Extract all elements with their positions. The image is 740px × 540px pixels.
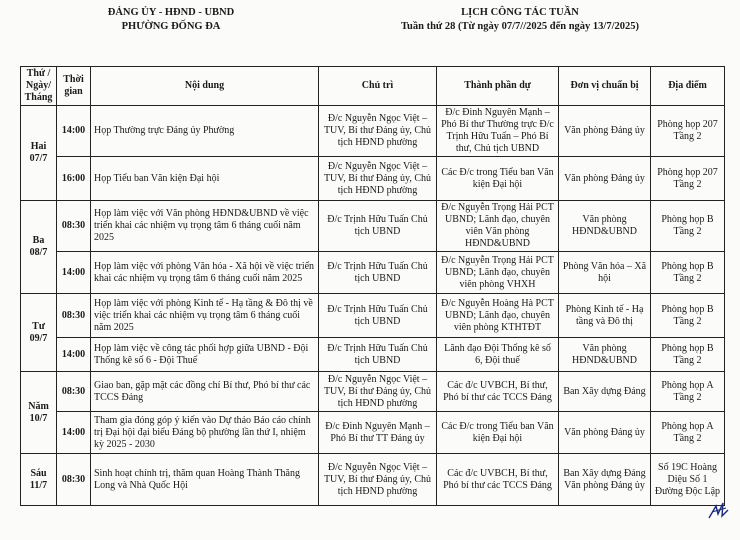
time-cell: 08:30 [57, 372, 91, 412]
chair-cell: Đ/c Trịnh Hữu Tuấn Chủ tịch UBND [319, 252, 437, 294]
attendees-cell: Đ/c Nguyễn Trọng Hải PCT UBND; Lãnh đạo, chuyên viên phòng VHXH [437, 252, 559, 294]
content-cell: Sinh hoạt chính trị, thăm quan Hoàng Thành Thăng Long và Nhà Quốc Hội [91, 454, 319, 506]
prepared-by-cell: Văn phòng Đảng ủy [559, 106, 651, 157]
prepared-by-cell: Văn phòng HĐND&UBND [559, 338, 651, 372]
document-title: LỊCH CÔNG TÁC TUẦN [461, 7, 579, 18]
location-cell: Phòng họp B Tầng 2 [651, 294, 725, 338]
content-cell: Họp làm việc về công tác phối hợp giữa UBND - Đội Thống kê số 6 - Đội Thuế [91, 338, 319, 372]
table-row [21, 338, 725, 372]
prepared-by-cell: Phòng Kinh tế - Hạ tầng và Đô thị [559, 294, 651, 338]
table-header-row [21, 67, 725, 106]
chair-cell: Đ/c Trịnh Hữu Tuấn Chủ tịch UBND [319, 294, 437, 338]
content-cell: Họp làm việc với phòng Kinh tế - Hạ tầng & Đô thị về việc triển khai các nhiệm vụ trọng tâm 6 tháng cuối năm 2025 [91, 294, 319, 338]
col-header-content: Nội dung [91, 67, 319, 106]
content-cell: Họp Tiểu ban Văn kiện Đại hội [91, 157, 319, 201]
col-header-chair: Chủ trì [319, 67, 437, 106]
chair-cell: Đ/c Nguyễn Ngọc Việt – TUV, Bí thư Đảng ủy, Chủ tịch HĐND phường [319, 157, 437, 201]
col-header-attendees: Thành phần dự [437, 67, 559, 106]
attendees-cell: Đ/c Nguyễn Trọng Hải PCT UBND; Lãnh đạo, chuyên viên Văn phòng HĐND&UBND [437, 201, 559, 252]
time-cell: 14:00 [57, 252, 91, 294]
table-row [21, 412, 725, 454]
chair-cell: Đ/c Trịnh Hữu Tuấn Chủ tịch UBND [319, 338, 437, 372]
chair-cell: Đ/c Nguyễn Ngọc Việt – TUV, Bí thư Đảng ủy, Chủ tịch HĐND phường [319, 372, 437, 412]
attendees-cell: Đ/c Nguyễn Hoàng Hà PCT UBND; Lãnh đạo, chuyên viên phòng KTHTĐT [437, 294, 559, 338]
time-cell: 16:00 [57, 157, 91, 201]
location-cell: Phòng họp 207 Tầng 2 [651, 106, 725, 157]
table-row [21, 106, 725, 157]
chair-cell: Đ/c Đinh Nguyên Mạnh – Phó Bí thư TT Đảng ủy [319, 412, 437, 454]
issuing-organization [66, 6, 276, 34]
location-cell: Phòng họp A Tầng 2 [651, 372, 725, 412]
attendees-cell: Các đ/c UVBCH, Bí thư, Phó bí thư các TCCS Đảng [437, 372, 559, 412]
time-cell: 14:00 [57, 412, 91, 454]
table-row [21, 454, 725, 506]
content-cell: Tham gia đóng góp ý kiến vào Dự thảo Báo cáo chính trị Đại hội đại biểu Đảng bộ phường lần thứ I, nhiệm kỳ 2025 - 2030 [91, 412, 319, 454]
day-cell: Ba 08/7 [21, 201, 57, 294]
day-cell: Sáu 11/7 [21, 454, 57, 506]
attendees-cell: Lãnh đạo Đội Thống kê số 6, Đội thuế [437, 338, 559, 372]
col-header-time: Thời gian [57, 67, 91, 106]
table-row [21, 252, 725, 294]
day-cell: Tư 09/7 [21, 294, 57, 372]
table-row [21, 157, 725, 201]
prepared-by-cell: Ban Xây dựng Đảng [559, 372, 651, 412]
prepared-by-cell: Văn phòng HĐND&UBND [559, 201, 651, 252]
location-cell: Phòng họp A Tầng 2 [651, 412, 725, 454]
time-cell: 08:30 [57, 294, 91, 338]
location-cell: Phòng họp B Tầng 2 [651, 338, 725, 372]
table-row [21, 201, 725, 252]
content-cell: Họp làm việc với Văn phòng HĐND&UBND về việc triển khai các nhiệm vụ trọng tâm 6 tháng cuối năm 2025 [91, 201, 319, 252]
location-cell: Phòng họp 207 Tầng 2 [651, 157, 725, 201]
time-cell: 14:00 [57, 338, 91, 372]
prepared-by-cell: Văn phòng Đảng ủy [559, 412, 651, 454]
location-cell: Phòng họp B Tầng 2 [651, 252, 725, 294]
attendees-cell: Các đ/c UVBCH, Bí thư, Phó bí thư các TCCS Đảng [437, 454, 559, 506]
attendees-cell: Các Đ/c trong Tiểu ban Văn kiện Đại hội [437, 157, 559, 201]
prepared-by-cell: Ban Xây dựng Đảng Văn phòng Đảng ủy [559, 454, 651, 506]
time-cell: 08:30 [57, 454, 91, 506]
col-header-prepared-by: Đơn vị chuẩn bị [559, 67, 651, 106]
signature-mark [706, 498, 730, 522]
chair-cell: Đ/c Nguyễn Ngọc Việt – TUV, Bí thư Đảng ủy, Chủ tịch HĐND phường [319, 106, 437, 157]
day-cell: Năm 10/7 [21, 372, 57, 454]
content-cell: Họp Thường trực Đảng ủy Phường [91, 106, 319, 157]
content-cell: Họp làm việc với phòng Văn hóa - Xã hội về việc triển khai các nhiệm vụ trọng tâm 6 tháng cuối năm 2025 [91, 252, 319, 294]
document-heading [340, 6, 700, 34]
chair-cell: Đ/c Nguyễn Ngọc Việt – TUV, Bí thư Đảng ủy, Chủ tịch HĐND phường [319, 454, 437, 506]
content-cell: Giao ban, gặp mặt các đồng chí Bí thư, Phó bí thư các TCCS Đảng [91, 372, 319, 412]
time-cell: 14:00 [57, 106, 91, 157]
attendees-cell: Các Đ/c trong Tiểu ban Văn kiện Đại hội [437, 412, 559, 454]
time-cell: 08:30 [57, 201, 91, 252]
chair-cell: Đ/c Trịnh Hữu Tuấn Chủ tịch UBND [319, 201, 437, 252]
prepared-by-cell: Phòng Văn hóa – Xã hội [559, 252, 651, 294]
schedule-table [20, 66, 725, 506]
col-header-location: Địa điểm [651, 67, 725, 106]
org-line-2: PHƯỜNG ĐỐNG ĐA [121, 21, 221, 32]
prepared-by-cell: Văn phòng Đảng ủy [559, 157, 651, 201]
table-row [21, 294, 725, 338]
org-line-1: ĐẢNG ỦY - HĐND - UBND [107, 7, 235, 18]
location-cell: Số 19C Hoàng Diệu Số 1 Đường Độc Lập [651, 454, 725, 506]
col-header-day: Thứ / Ngày/ Tháng [21, 67, 57, 106]
table-row [21, 372, 725, 412]
location-cell: Phòng họp B Tầng 2 [651, 201, 725, 252]
day-cell: Hai 07/7 [21, 106, 57, 201]
document-subtitle: Tuần thứ 28 (Từ ngày 07/7//2025 đến ngày 13/7/2025) [400, 21, 639, 32]
attendees-cell: Đ/c Đinh Nguyên Mạnh – Phó Bí thư Thường trực Đ/c Trịnh Hữu Tuấn – Phó Bí thư, Chủ tịch UBND [437, 106, 559, 157]
